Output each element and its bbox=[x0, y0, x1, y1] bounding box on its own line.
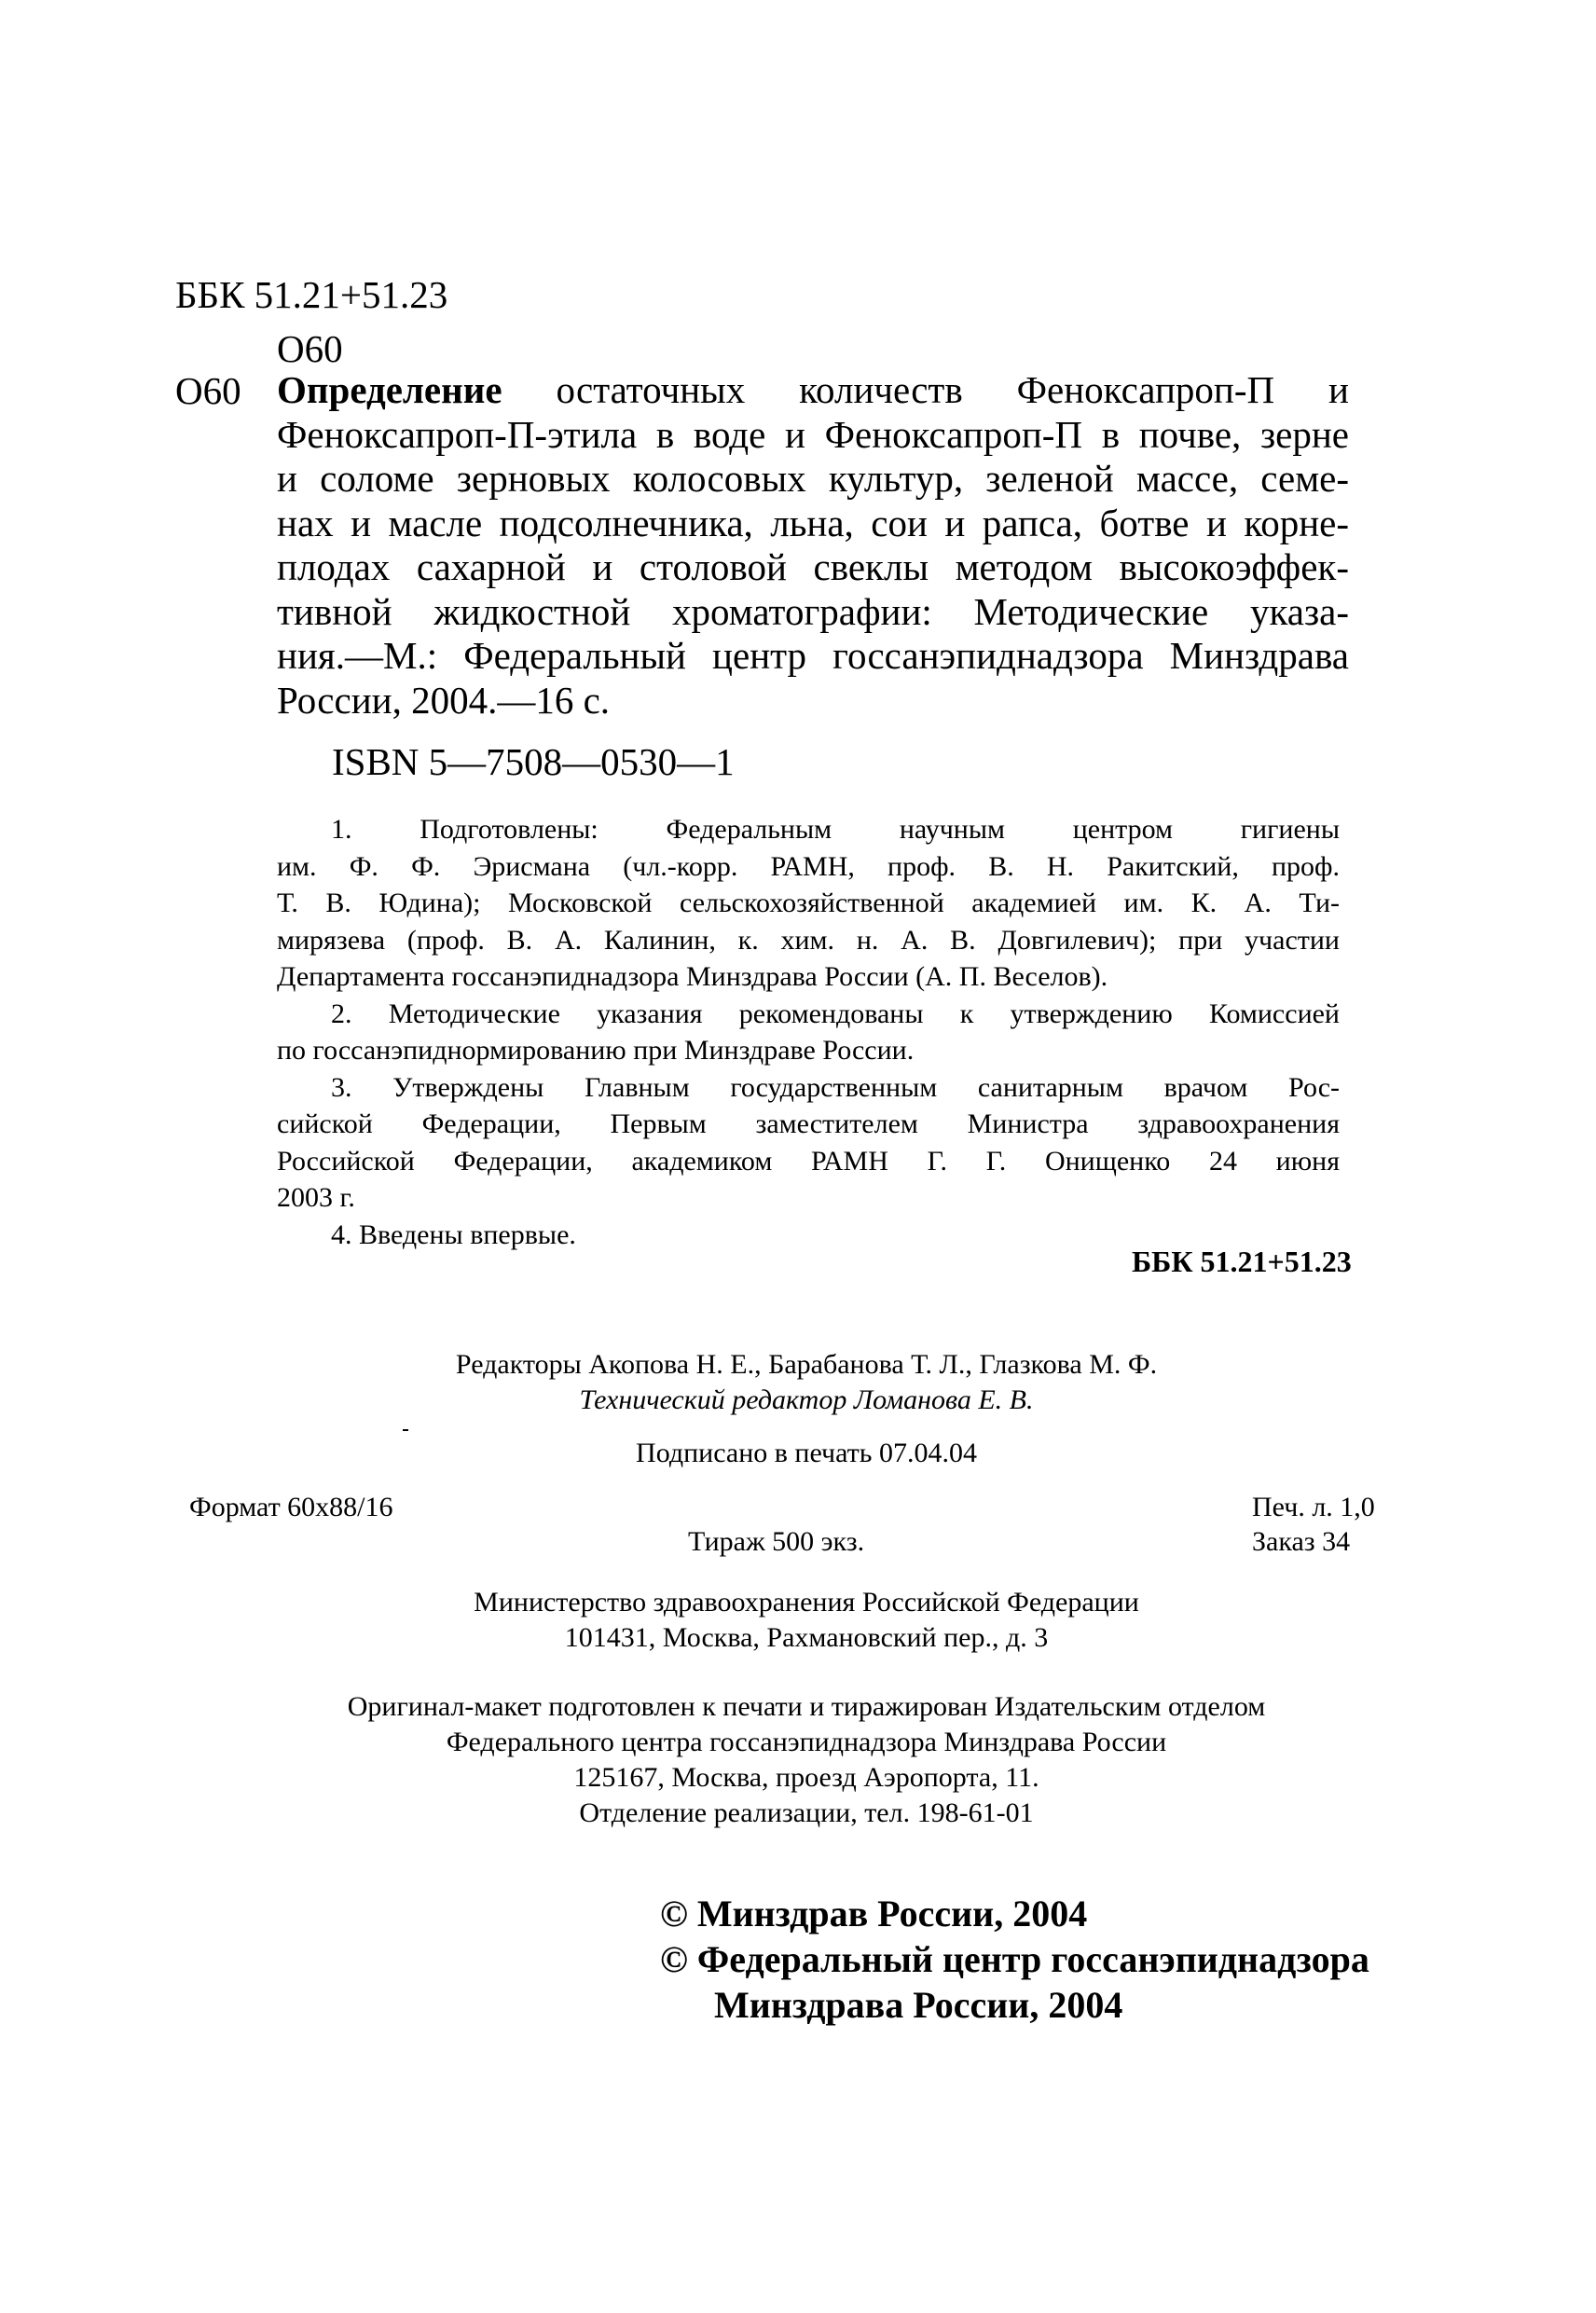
copyright-block bbox=[660, 1891, 1369, 2028]
notes-block bbox=[277, 811, 1340, 1253]
title-line-rest: остаточных количеств Феноксапроп-П и bbox=[502, 368, 1349, 411]
ministry-block bbox=[186, 1585, 1426, 1656]
note-line: 2. Методические указания рекомендованы к утверждению Комиссией bbox=[331, 998, 1340, 1029]
note-line: 3. Утверждены Главным государственным санитарным врачом Рос- bbox=[331, 1071, 1340, 1103]
publisher-block bbox=[186, 1689, 1426, 1831]
title-line: России, 2004.—16 с. bbox=[277, 678, 611, 722]
sales-phone: Отделение реализации, тел. 198-61-01 bbox=[579, 1797, 1034, 1828]
tech-editor-line: Технический редактор Ломанова Е. В. bbox=[579, 1384, 1034, 1415]
bbk-code-bottom: ББК 51.21+51.23 bbox=[1132, 1245, 1352, 1278]
author-code-left: О60 bbox=[175, 369, 241, 412]
bibliographic-description bbox=[277, 368, 1349, 723]
title-line: тивной жидкостной хроматографии: Методические указа- bbox=[277, 589, 1349, 633]
print-run: Тираж 500 экз. bbox=[688, 1526, 865, 1557]
title-line: нах и масле подсолнечника, льна, сои и рапса, ботве и корне- bbox=[277, 501, 1349, 544]
note-line: 1. Подготовлены: Федеральным научным центром гигиены bbox=[331, 814, 1340, 845]
publisher-address: 125167, Москва, проезд Аэропорта, 11. bbox=[573, 1762, 1039, 1793]
print-mark bbox=[403, 1429, 408, 1431]
ministry-name: Министерство здравоохранения Российской Федерации bbox=[474, 1587, 1139, 1618]
note-line: Российской Федерации, академиком РАМН Г. Г. Онищенко 24 июня bbox=[277, 1145, 1340, 1177]
order-number: Заказ 34 bbox=[1252, 1526, 1351, 1557]
copyright-line: Минздрава России, 2004 bbox=[714, 1984, 1123, 2026]
note-line: Т. В. Юдина); Московской сельскохозяйственной академией им. К. А. Ти- bbox=[277, 888, 1340, 918]
signed-line: Подписано в печать 07.04.04 bbox=[636, 1438, 977, 1468]
publisher-line: Федерального центра госсанэпиднадзора Минздрава России bbox=[446, 1727, 1167, 1757]
author-code-top: О60 bbox=[277, 327, 343, 370]
note-line: сийской Федерации, Первым заместителем Министра здравоохранения bbox=[277, 1108, 1340, 1139]
note-line: по госсанэпиднормированию при Минздраве России. bbox=[277, 1035, 915, 1066]
isbn: ISBN 5—7508—0530—1 bbox=[332, 740, 735, 783]
bbk-code-top: ББК 51.21+51.23 bbox=[175, 273, 448, 316]
title-line: Феноксапроп-П-этила в воде и Феноксапроп-П в почве, зерне bbox=[277, 412, 1349, 456]
title-line: и соломе зерновых колосовых культур, зеленой массе, семе- bbox=[277, 457, 1349, 500]
title-line: плодах сахарной и столовой свеклы методом высокоэффек- bbox=[277, 545, 1349, 588]
note-line: Департамента госсанэпиднадзора Минздрава России (А. П. Веселов). bbox=[277, 961, 1108, 992]
title-line: ния.—М.: Федеральный центр госсанэпиднадзора Минздрава bbox=[277, 634, 1349, 677]
note-line: 2003 г. bbox=[277, 1182, 355, 1213]
note-line: 4. Введены впервые. bbox=[331, 1218, 576, 1250]
title-line bbox=[277, 368, 1349, 413]
publisher-line: Оригинал-макет подготовлен к печати и тиражирован Издательским отделом bbox=[347, 1691, 1266, 1722]
editors-line: Редакторы Акопова Н. Е., Барабанова Т. Л., Глазкова М. Ф. bbox=[455, 1349, 1158, 1380]
editors-block bbox=[186, 1347, 1426, 1418]
copyright-line: © Федеральный центр госсанэпиднадзора bbox=[660, 1938, 1369, 1980]
title-lead-word: Определение bbox=[277, 368, 502, 411]
note-line: мирязева (проф. В. А. Калинин, к. хим. н. А. В. Довгилевич); при участии bbox=[277, 924, 1340, 956]
printed-sheets: Печ. л. 1,0 bbox=[1252, 1492, 1375, 1522]
copyright-line: © Минздрав России, 2004 bbox=[660, 1893, 1088, 1934]
note-line: им. Ф. Ф. Эрисмана (чл.-корр. РАМН, проф. В. Н. Ракитский, проф. bbox=[277, 850, 1340, 882]
format-line: Формат 60x88/16 bbox=[189, 1492, 393, 1522]
ministry-address: 101431, Москва, Рахмановский пер., д. 3 bbox=[564, 1622, 1049, 1653]
